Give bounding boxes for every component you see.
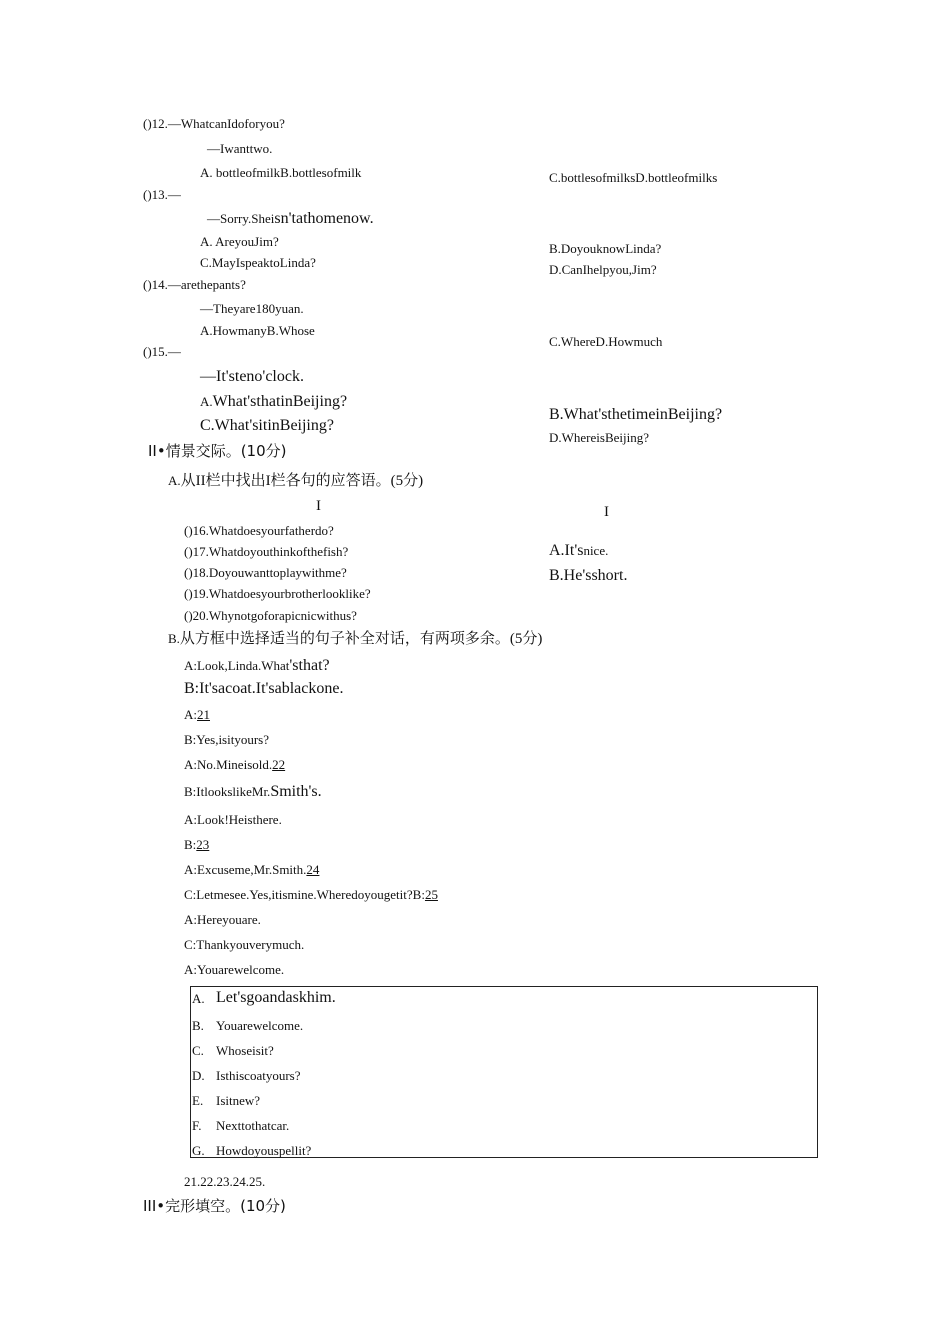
dialogue-line-1-b: 'sthat? bbox=[289, 657, 330, 674]
box-option-e-text: Isitnew? bbox=[216, 1093, 261, 1108]
q16: ()16.Whatdoesyourfatherdo? bbox=[184, 523, 334, 538]
partB-heading-letter: B. bbox=[168, 631, 180, 646]
q13-option-a: A. AreyouJim? bbox=[200, 234, 279, 249]
q12-options-cd: C.bottlesofmilksD.bottleofmilks bbox=[549, 170, 718, 185]
dialogue-line-1 bbox=[184, 656, 330, 675]
q15-option-c: C.What'sitinBeijing? bbox=[200, 417, 334, 434]
partA-heading-letter: A. bbox=[168, 473, 181, 488]
box-option-c-text: Whoseisit? bbox=[216, 1043, 274, 1058]
dialogue-line-6-b: Smith's. bbox=[270, 783, 322, 800]
dialogue-line-9 bbox=[184, 862, 319, 878]
q20: ()20.Whynotgoforapicnicwithus? bbox=[184, 608, 357, 623]
dialogue-line-1-a: A:Look,Linda.What bbox=[184, 658, 290, 673]
q12-stem: ()12.—WhatcanIdoforyou? bbox=[143, 116, 285, 131]
dialogue-line-8 bbox=[184, 837, 209, 853]
box-option-f-letter: F. bbox=[192, 1118, 202, 1133]
q13-option-d: D.CanIhelpyou,Jim? bbox=[549, 262, 657, 277]
box-option-d-text: Isthiscoatyours? bbox=[216, 1068, 301, 1083]
section2-partB-heading bbox=[168, 630, 542, 648]
partA-column1-label: I bbox=[316, 498, 321, 514]
q12-reply: —Iwanttwo. bbox=[207, 141, 273, 156]
box-option-a-letter: A. bbox=[192, 991, 205, 1006]
q15-stem: ()15.— bbox=[143, 344, 181, 359]
q15-reply: —It'steno'clock. bbox=[200, 368, 304, 385]
dialogue-line-12: C:Thankyouverymuch. bbox=[184, 937, 305, 952]
dialogue-line-7: A:Look!Heisthere. bbox=[184, 812, 282, 827]
dialogue-line-10 bbox=[184, 887, 438, 903]
partA-answer-b: B.He'sshort. bbox=[549, 567, 628, 584]
q13-option-b: B.DoyouknowLinda? bbox=[549, 241, 662, 256]
dialogue-line-10-pre: C:Letmesee.Yes,itismine.Wheredoyougetit?B: bbox=[184, 887, 425, 902]
q15-option-a-letter: A. bbox=[200, 394, 213, 409]
box-option-e-letter: E. bbox=[192, 1093, 204, 1108]
dialogue-line-6-a: B:ItlookslikeMr. bbox=[184, 784, 271, 799]
box-option-d-letter: D. bbox=[192, 1068, 205, 1083]
dialogue-line-11: A:Hereyouare. bbox=[184, 912, 261, 927]
blank-24[interactable]: 24 bbox=[306, 862, 320, 877]
partA-answer-a-pre: A.It's bbox=[549, 542, 584, 559]
section3-title: III•完形填空。(10分) bbox=[143, 1197, 286, 1215]
dialogue-line-9-pre: A:Excuseme,Mr.Smith. bbox=[184, 862, 307, 877]
dialogue-line-13: A:Youarewelcome. bbox=[184, 962, 285, 977]
dialogue-line-4: B:Yes,isityours? bbox=[184, 732, 270, 747]
section2-partA-heading bbox=[168, 472, 423, 490]
q13-reply-part1: —Sorry.Shei bbox=[207, 211, 275, 226]
box-option-g-letter: G. bbox=[192, 1143, 205, 1158]
partB-heading-text: 从方框中选择适当的句子补全对话，有两项多余。(5分) bbox=[179, 631, 543, 647]
q15-option-b: B.What'sthetimeinBeijing? bbox=[549, 406, 723, 423]
dialogue-line-8-pre: B: bbox=[184, 837, 197, 852]
q14-options-ab: A.HowmanyB.Whose bbox=[200, 323, 315, 338]
q14-reply: —Theyare180yuan. bbox=[200, 301, 304, 316]
q14-options-cd: C.WhereD.Howmuch bbox=[549, 334, 663, 349]
q15-option-a bbox=[200, 392, 347, 411]
partA-heading-text: 从II栏中找出I栏各句的应答语。(5分) bbox=[180, 473, 424, 489]
box-option-c-letter: C. bbox=[192, 1043, 204, 1058]
q14-stem: ()14.—arethepants? bbox=[143, 277, 246, 292]
q15-option-d: D.WhereisBeijing? bbox=[549, 430, 649, 445]
box-option-f-text: Nexttothatcar. bbox=[216, 1118, 290, 1133]
q18: ()18.Doyouwanttoplaywithme? bbox=[184, 565, 347, 580]
q12-options-ab: A. bottleofmilkB.bottlesofmilk bbox=[200, 165, 362, 180]
dialogue-line-2: B:It'sacoat.It'sablackone. bbox=[184, 680, 344, 697]
blank-21[interactable]: 21 bbox=[197, 707, 210, 722]
blank-22[interactable]: 22 bbox=[272, 757, 286, 772]
dialogue-line-3-pre: A: bbox=[184, 707, 197, 722]
q13-reply-part2: sn'tathomenow. bbox=[274, 210, 374, 227]
partA-answer-a bbox=[549, 541, 608, 560]
box-option-b-text: Youarewelcome. bbox=[216, 1018, 304, 1033]
partB-answer-line: 21.22.23.24.25. bbox=[184, 1174, 266, 1189]
dialogue-line-3 bbox=[184, 707, 210, 723]
section2-title: II•情景交际。(10分) bbox=[148, 442, 287, 460]
dialogue-line-5-pre: A:No.Mineisold. bbox=[184, 757, 273, 772]
blank-25[interactable]: 25 bbox=[424, 887, 438, 902]
box-option-g-text: Howdoyouspellit? bbox=[216, 1143, 312, 1158]
dialogue-line-5 bbox=[184, 757, 285, 773]
box-option-b-letter: B. bbox=[192, 1018, 204, 1033]
partA-column2-label: I bbox=[604, 504, 609, 520]
dialogue-line-6 bbox=[184, 782, 322, 801]
q19: ()19.Whatdoesyourbrotherlooklike? bbox=[184, 586, 371, 601]
q13-reply bbox=[207, 209, 374, 228]
q13-option-c: C.MayIspeaktoLinda? bbox=[200, 255, 316, 270]
box-option-a-text: Let'sgoandaskhim. bbox=[216, 989, 336, 1006]
q17: ()17.Whatdoyouthinkofthefish? bbox=[184, 544, 349, 559]
blank-23[interactable]: 23 bbox=[196, 837, 210, 852]
q15-option-a-text: What'sthatinBeijing? bbox=[212, 393, 348, 410]
partA-answer-a-text: nice. bbox=[583, 543, 609, 558]
q13-stem: ()13.— bbox=[143, 187, 181, 202]
